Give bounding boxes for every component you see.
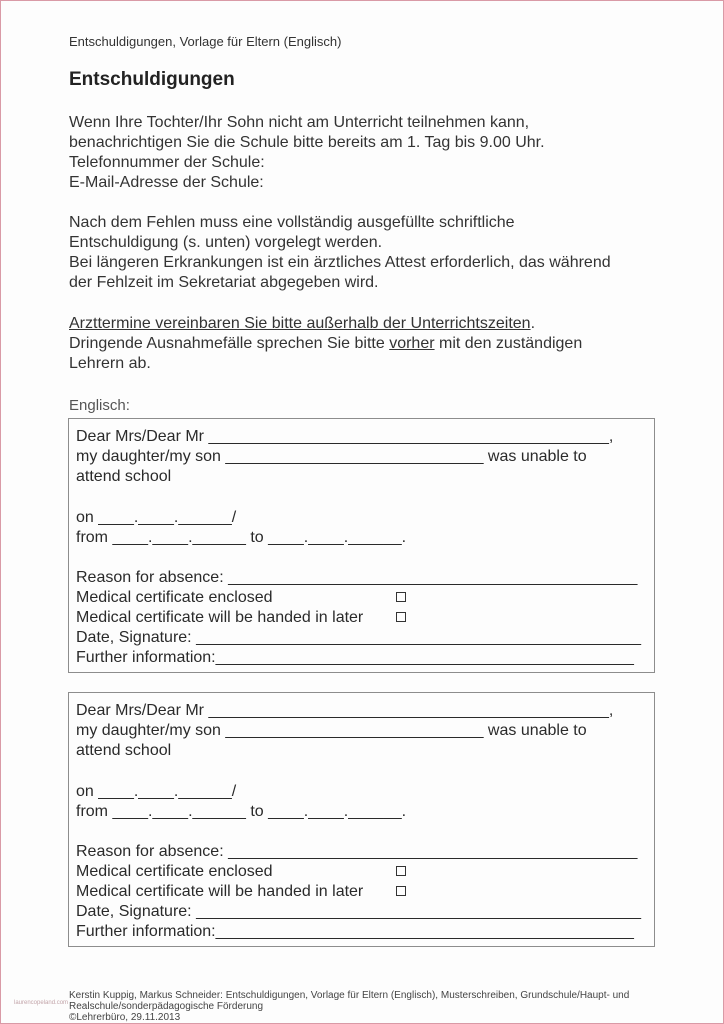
child-label: my daughter/my son	[76, 722, 226, 739]
recipient-name-blank[interactable]: _____________________________________________,	[208, 428, 614, 445]
excuse-form-2	[68, 692, 655, 947]
date-signature-line	[76, 902, 641, 922]
document-title: Entschuldigungen	[69, 69, 235, 90]
greeting-line	[76, 701, 613, 721]
intro-line: Wenn Ihre Tochter/Ihr Sohn nicht am Unterricht teilnehmen kann,	[69, 114, 530, 131]
reason-line	[76, 568, 637, 588]
child-name-blank[interactable]: _____________________________	[225, 722, 484, 739]
section-label-english: Englisch:	[69, 397, 130, 414]
greeting-line	[76, 427, 613, 447]
requirements-paragraph	[69, 213, 669, 293]
intro-line: benachrichtigen Sie die Schule bitte bereits am 1. Tag bis 9.00 Uhr.	[69, 134, 545, 151]
attend-school-text: attend school	[76, 468, 172, 485]
cert-enclosed-label: Medical certificate enclosed	[76, 863, 273, 880]
cert-enclosed-checkbox[interactable]	[396, 592, 406, 602]
date-signature-line	[76, 628, 641, 648]
child-name-blank[interactable]: _____________________________	[225, 448, 484, 465]
cert-enclosed-label: Medical certificate enclosed	[76, 589, 273, 606]
date-signature-label: Date, Signature:	[76, 629, 197, 646]
appointments-line	[69, 314, 669, 334]
requirements-line: Nach dem Fehlen muss eine vollständig ausgefüllte schriftliche	[69, 214, 515, 231]
further-info-blank[interactable]: _______________________________________________	[215, 649, 634, 666]
child-line-end: was unable to	[483, 722, 587, 739]
date-signature-label: Date, Signature:	[76, 903, 197, 920]
appointments-line	[69, 334, 669, 354]
on-date-blank[interactable]: on ____.____.______/	[76, 509, 237, 526]
document-footer	[69, 990, 669, 1023]
cert-later-checkbox[interactable]	[396, 886, 406, 896]
date-range-blank[interactable]: from ____.____.______ to ____.____.______.	[76, 529, 407, 546]
cert-enclosed-checkbox[interactable]	[396, 866, 406, 876]
intro-paragraph	[69, 113, 669, 193]
appointments-text: Dringende Ausnahmefälle sprechen Sie bitte	[69, 335, 390, 352]
child-line	[76, 447, 587, 467]
further-info-line	[76, 648, 634, 668]
appointments-paragraph	[69, 314, 669, 374]
further-info-label: Further information:	[76, 923, 216, 940]
cert-later-label: Medical certificate will be handed in later	[76, 883, 364, 900]
recipient-name-blank[interactable]: _____________________________________________,	[208, 702, 614, 719]
date-signature-blank[interactable]: __________________________________________________	[196, 903, 641, 920]
reason-line	[76, 842, 637, 862]
footer-line: Realschule/sonderpädagogische Förderung	[69, 1001, 264, 1012]
child-line	[76, 721, 587, 741]
child-line-end: was unable to	[483, 448, 587, 465]
requirements-line: der Fehlzeit im Sekretariat abgegeben wird.	[69, 274, 379, 291]
attend-school-text: attend school	[76, 742, 172, 759]
further-info-blank[interactable]: _______________________________________________	[215, 923, 634, 940]
further-info-line	[76, 922, 634, 942]
reason-blank[interactable]: ______________________________________________	[228, 843, 638, 860]
cert-later-label: Medical certificate will be handed in later	[76, 609, 364, 626]
on-date-blank[interactable]: on ____.____.______/	[76, 783, 237, 800]
appointments-period: .	[530, 315, 536, 332]
school-phone-label: Telefonnummer der Schule:	[69, 154, 265, 171]
appointments-text: mit den zuständigen	[434, 335, 583, 352]
date-signature-blank[interactable]: __________________________________________________	[196, 629, 641, 646]
further-info-label: Further information:	[76, 649, 216, 666]
cert-later-checkbox[interactable]	[396, 612, 406, 622]
appointments-line: Lehrern ab.	[69, 355, 151, 372]
footer-copyright: ©Lehrerbüro, 29.11.2013	[69, 1012, 181, 1023]
date-range-blank[interactable]: from ____.____.______ to ____.____.______.	[76, 803, 407, 820]
document-header: Entschuldigungen, Vorlage für Eltern (Englisch)	[69, 34, 342, 49]
vorher-underlined: vorher	[389, 335, 435, 352]
reason-label: Reason for absence:	[76, 843, 229, 860]
footer-line: Kerstin Kuppig, Markus Schneider: Entschuldigungen, Vorlage für Eltern (Englisch), Musterschreiben, Grundschule/Haupt- und	[69, 990, 630, 1001]
greeting-label: Dear Mrs/Dear Mr	[76, 702, 209, 719]
reason-label: Reason for absence:	[76, 569, 229, 586]
greeting-label: Dear Mrs/Dear Mr	[76, 428, 209, 445]
reason-blank[interactable]: ______________________________________________	[228, 569, 638, 586]
requirements-line: Bei längeren Erkrankungen ist ein ärztliches Attest erforderlich, das während	[69, 254, 611, 271]
requirements-line: Entschuldigung (s. unten) vorgelegt werden.	[69, 234, 383, 251]
appointments-underlined: Arzttermine vereinbaren Sie bitte außerhalb der Unterrichtszeiten	[69, 315, 531, 332]
child-label: my daughter/my son	[76, 448, 226, 465]
school-email-label: E-Mail-Adresse der Schule:	[69, 174, 264, 191]
watermark: laurencopeland.com	[14, 1000, 69, 1006]
excuse-form-1	[68, 418, 655, 673]
